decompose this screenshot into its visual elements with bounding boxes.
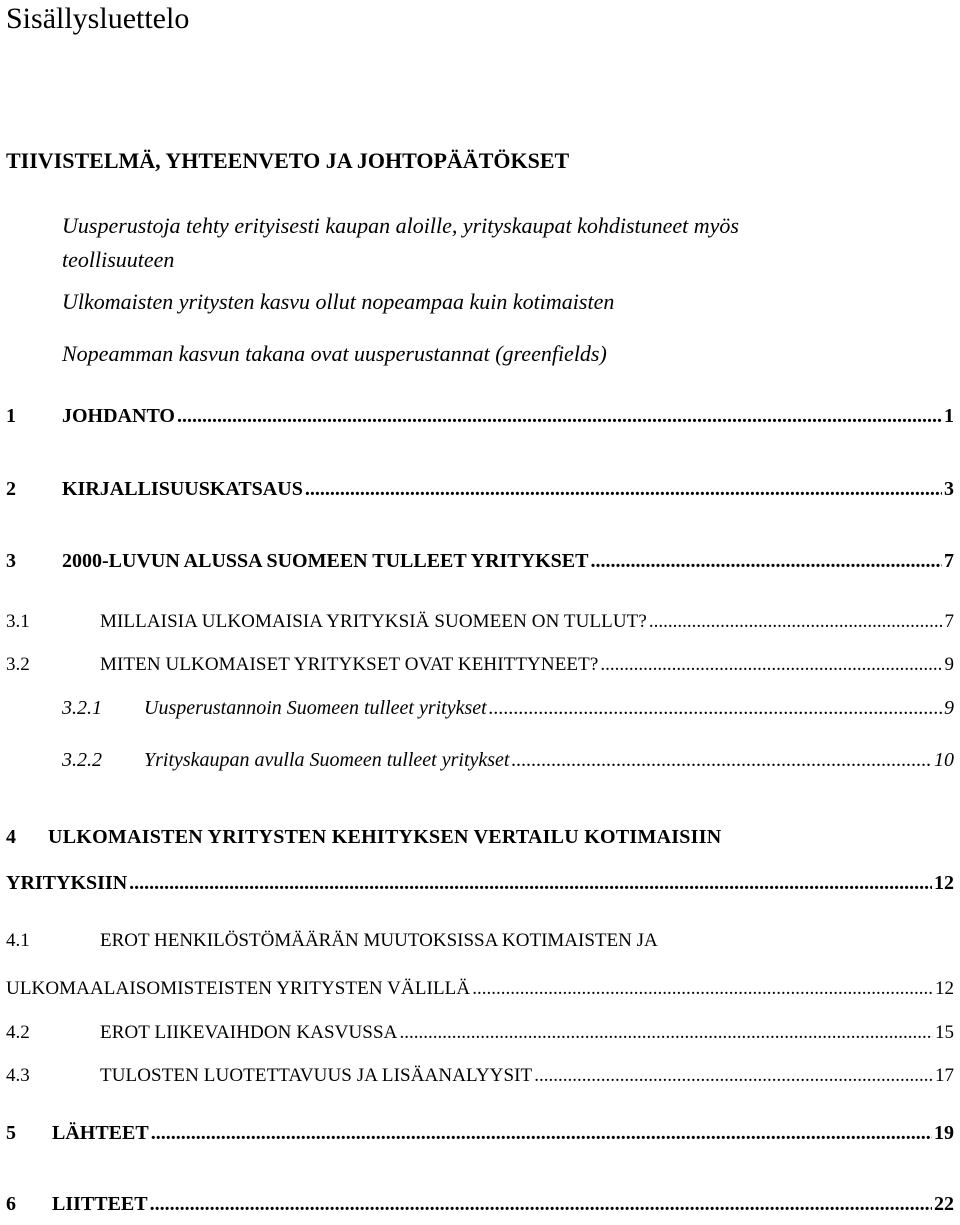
toc-entry-5[interactable]	[6, 1122, 954, 1154]
toc-page-number: 17	[935, 1065, 954, 1086]
toc-entry-4-1[interactable]	[6, 978, 954, 1010]
toc-page-number: 3	[944, 478, 954, 500]
toc-label: ULKOMAISTEN YRITYSTEN KEHITYKSEN VERTAILU KOTIMAISIIN	[48, 826, 722, 848]
toc-leader	[649, 611, 943, 633]
toc-number: 4.1	[6, 930, 30, 951]
toc-page-number: 9	[944, 654, 954, 675]
toc-leader	[590, 550, 942, 573]
toc-number: 3.2.1	[62, 697, 102, 719]
toc-entry-6[interactable]	[6, 1193, 954, 1225]
toc-page-number: 10	[934, 749, 954, 771]
toc-label: MITEN ULKOMAISET YRITYKSET OVAT KEHITTYNEET?	[100, 654, 599, 675]
toc-number: 4.3	[6, 1065, 30, 1086]
toc-label: LÄHTEET	[52, 1122, 149, 1144]
toc-page-number: 7	[944, 550, 954, 572]
toc-label: Uusperustannoin Suomeen tulleet yritykset	[144, 697, 487, 719]
toc-leader	[472, 978, 933, 1000]
toc-entry-3[interactable]	[6, 550, 954, 582]
toc-leader	[305, 478, 942, 501]
toc-entry-4[interactable]	[6, 872, 954, 904]
toc-leader	[511, 749, 932, 772]
toc-leader	[150, 1193, 932, 1216]
toc-entry-3-1[interactable]	[6, 611, 954, 643]
toc-label-continued: YRITYKSIIN	[6, 872, 128, 894]
summary-item-1-continued[interactable]: teollisuuteen	[62, 247, 175, 272]
toc-label: KIRJALLISUUSKATSAUS	[62, 478, 303, 500]
toc-leader	[489, 697, 942, 720]
toc-label: 2000-LUVUN ALUSSA SUOMEEN TULLEET YRITYKSET	[62, 550, 589, 572]
toc-leader	[399, 1022, 933, 1044]
toc-entry-4-1-line1[interactable]	[6, 930, 658, 952]
toc-entry-4-3[interactable]	[6, 1065, 954, 1097]
toc-number: 4.2	[6, 1022, 30, 1043]
toc-leader	[129, 872, 932, 895]
toc-entry-2[interactable]	[6, 478, 954, 510]
toc-number: 6	[6, 1193, 16, 1215]
toc-page-number: 12	[935, 978, 954, 999]
toc-page-number: 12	[934, 872, 954, 894]
toc-number: 2	[6, 478, 16, 500]
toc-label: JOHDANTO	[62, 405, 175, 427]
page-title: Sisällysluettelo	[6, 2, 190, 35]
summary-item-1[interactable]: Uusperustoja tehty erityisesti kaupan aloille, yrityskaupat kohdistuneet myös	[62, 213, 739, 238]
toc-leader	[177, 405, 942, 428]
toc-entry-3-2-2[interactable]	[62, 749, 954, 781]
toc-entry-4-line1[interactable]	[6, 826, 721, 849]
toc-page-number: 9	[944, 697, 954, 719]
toc-number: 3.2.2	[62, 749, 102, 771]
summary-heading: TIIVISTELMÄ, YHTEENVETO JA JOHTOPÄÄTÖKSET	[6, 148, 570, 173]
toc-number: 3.1	[6, 611, 30, 632]
toc-label: EROT HENKILÖSTÖMÄÄRÄN MUUTOKSISSA KOTIMAISTEN JA	[100, 930, 658, 951]
toc-label: LIITTEET	[52, 1193, 148, 1215]
toc-entry-3-2[interactable]	[6, 654, 954, 686]
toc-leader	[534, 1065, 933, 1087]
toc-entry-1[interactable]	[6, 405, 954, 437]
toc-entry-3-2-1[interactable]	[62, 697, 954, 729]
toc-page-number: 7	[944, 611, 954, 632]
toc-number: 5	[6, 1122, 16, 1144]
toc-label-continued: ULKOMAALAISOMISTEISTEN YRITYSTEN VÄLILLÄ	[6, 978, 471, 999]
toc-entry-4-2[interactable]	[6, 1022, 954, 1054]
toc-number: 1	[6, 405, 16, 427]
toc-label: Yrityskaupan avulla Suomeen tulleet yritykset	[144, 749, 510, 771]
toc-page-number: 1	[944, 405, 954, 427]
toc-label: MILLAISIA ULKOMAISIA YRITYKSIÄ SUOMEEN ON TULLUT?	[100, 611, 647, 632]
toc-number: 3.2	[6, 654, 30, 675]
toc-number: 4	[6, 826, 16, 848]
toc-page-number: 15	[935, 1022, 954, 1043]
toc-number: 3	[6, 550, 16, 572]
toc-label: EROT LIIKEVAIHDON KASVUSSA	[100, 1022, 398, 1043]
toc-page-number: 22	[934, 1193, 954, 1215]
summary-item-3[interactable]: Nopeamman kasvun takana ovat uusperustannat (greenfields)	[62, 341, 607, 366]
toc-page-number: 19	[934, 1122, 954, 1144]
toc-label: TULOSTEN LUOTETTAVUUS JA LISÄANALYYSIT	[100, 1065, 533, 1086]
summary-item-2[interactable]: Ulkomaisten yritysten kasvu ollut nopeampaa kuin kotimaisten	[62, 289, 615, 314]
toc-leader	[151, 1122, 932, 1145]
toc-leader	[600, 654, 942, 676]
